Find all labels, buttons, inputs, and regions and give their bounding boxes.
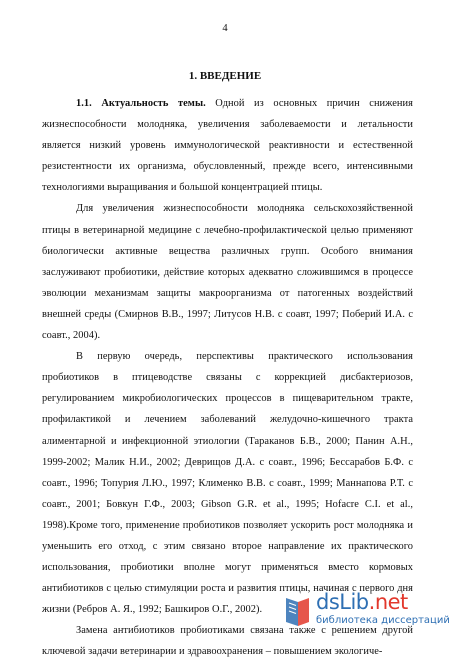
paragraph-4: Замена антибиотиков пробиотиками связана также с решением другой ключевой задачи ветеринарии и здравоохранения – повышением экологиче- (42, 625, 413, 658)
paragraph-3: В первую очередь, перспективы практического использования пробиотиков в птицеводстве связаны с коррекцией дисбактериозов, регулированием микробиологических процессов в пищеварительном тракте, профилактикой и лечением заболеваний желудочно-кишечного тракта алиментарной и инфекционной этиологии (Тараканов Б.В., 2000; Панин А.Н., 1999-2002; Малик Н.И., 2002; Деврищов Д.А. с соавт., 1996; Бессарабов Б.Ф. с соавт., 1996; Топурия Л.Ю., 1997; Клименко В.В. с соавт., 1999; Маннапова Р.Т. с соавт., 2001; Бовкун Г.Ф., 2003; Gibson G.R. et al., 1995; Hofacre C.I. et al., 1998).Кроме того, применение пробиотиков позволяет ускорить рост молодняка и уменьшить его отход, с этим связано второе направление их практического использования, пробиотики вполне могут применяться вместо кормовых антибиотиков с целью стимуляции роста и развития птицы, начиная с первого дня жизни (Ребров А. Я., 1992; Башкиров О.Г., 2002). (42, 351, 413, 616)
logo-suffix: .net (368, 590, 408, 614)
paragraph-2: Для увеличения жизнеспособности молодняка сельскохозяйственной птицы в ветеринарной медицине с лечебно-профилактической целью применяют биологически активные вещества различных групп. Особого внимания заслуживают пробиотики, действие которых адекватно сложившимся в процессе эволюции механизмам защиты макроорганизма от патогенных воздействий внешней среды (Смирнов В.В., 1997; Литусов Н.В. с соавт, 1997; Поберий И.А. с соавт., 2004). (42, 203, 413, 342)
chapter-heading: 1. ВВЕДЕНИЕ (188, 70, 262, 82)
logo-main: dsLib (316, 590, 369, 614)
watermark-logo (316, 590, 408, 614)
paragraph-1 (42, 93, 413, 198)
body-text (42, 93, 413, 663)
section-subheading: 1.1. Актуальность темы. (76, 98, 206, 109)
paragraph-1-text: Одной из основных причин снижения жизнеспособности молодняка, увеличения заболеваемости и летальности является низкий уровень иммунологической реактивности и естественной резистентности их организма, обусловленный, прежде всего, интенсивными технологиями выращивания и большой концентрацией птицы. (42, 98, 413, 194)
page-number: 4 (222, 23, 228, 34)
dslib-watermark (282, 590, 450, 632)
book-icon (282, 594, 312, 628)
watermark-tagline: библиотека диссертаций (316, 615, 450, 626)
